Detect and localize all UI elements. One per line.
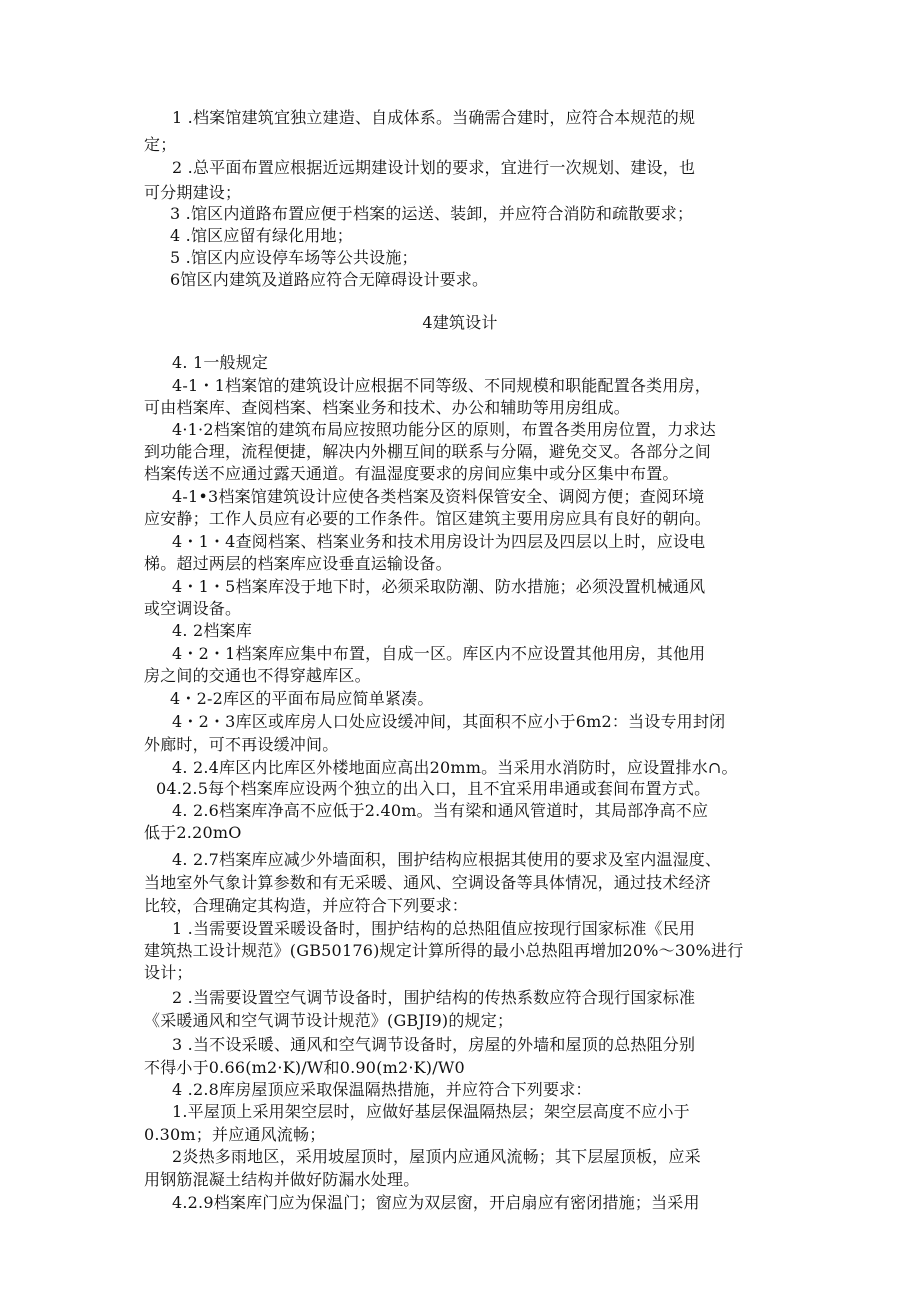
section-heading: 4建筑设计 bbox=[422, 313, 498, 332]
text-line: 3 .当不设采暖、通风和空气调节设备时，房屋的外墙和屋顶的总热阻分别 bbox=[172, 1035, 696, 1054]
text-line: 2炎热多雨地区，采用坡屋顶时，屋顶内应通风流畅；其下层屋顶板，应采 bbox=[172, 1147, 701, 1166]
text-line: 4-1•3档案馆建筑设计应使各类档案及资料保管安全、调阅方便；查阅环境 bbox=[172, 487, 705, 506]
text-line: 5 .馆区内应设停车场等公共设施； bbox=[170, 248, 418, 267]
text-line: 不得小于0.66(m2·K)/W和0.90(m2·K)/W0 bbox=[144, 1058, 465, 1077]
text-line: 到功能合理，流程便捷，解决内外棚互间的联系与分隔，避免交叉。各部分之间 bbox=[144, 442, 712, 461]
text-line: 4・1・5档案库没于地下时，必须采取防潮、防水措施；必须没置机械通风 bbox=[172, 577, 706, 596]
text-line: 4. 2档案库 bbox=[172, 621, 252, 640]
text-line: 3 .馆区内道路布置应便于档案的运送、装卸，并应符合消防和疏散要求； bbox=[170, 204, 694, 223]
text-line: 4-1・1档案馆的建筑设计应根据不同等级、不同规模和职能配置各类用房， bbox=[172, 376, 711, 395]
text-line: 当地室外气象计算参数和有无采暖、通风、空调设备等具体情况，通过技术经济 bbox=[144, 873, 712, 892]
text-line: 外廊时，可不再设缓冲间。 bbox=[144, 735, 339, 754]
text-line: 4. 1一般规定 bbox=[172, 353, 269, 372]
text-line: 设计； bbox=[144, 963, 193, 982]
text-line: 4・2・1档案库应集中布置，自成一区。库区内不应设置其他用房，其他用 bbox=[172, 644, 706, 663]
text-line: 4 .馆区应留有绿化用地； bbox=[170, 226, 353, 245]
text-line: 或空调设备。 bbox=[144, 599, 242, 618]
text-line: 应安静；工作人员应有必要的工作条件。馆区建筑主要用房应具有良好的朝向。 bbox=[144, 509, 712, 528]
text-line: 1 .当需要设置采暖设备时，围护结构的总热阻值应按现行国家标准《民用 bbox=[172, 919, 696, 938]
text-line: 建筑热工设计规范》(GB50176)规定计算所得的最小总热阻再增加20%〜30%进行 bbox=[144, 941, 744, 960]
text-line: 0.30m；并应通风流畅； bbox=[144, 1125, 326, 1144]
text-line: 4 .2.8库房屋顶应采取保温隔热措施，并应符合下列要求： bbox=[172, 1080, 592, 1099]
text-line: 1.平屋顶上采用架空层时，应做好基层保温隔热层；架空层高度不应小于 bbox=[172, 1102, 690, 1121]
text-line: 比较，合理确定其构造，并应符合下列要求： bbox=[144, 896, 469, 915]
text-line: 2 .总平面布置应根据近远期建设计划的要求，宜进行一次规划、建设，也 bbox=[172, 158, 696, 177]
text-line: 4. 2.4库区内比库区外楼地面应高出20mm。当采用水消防时，应设置排水∩。 bbox=[172, 758, 738, 777]
text-line: 4. 2.7档案库应减少外墙面积，围护结构应根据其使用的要求及室内温湿度、 bbox=[172, 850, 722, 869]
text-line: 《采暖通风和空气调节设计规范》(GBJI9)的规定； bbox=[144, 1011, 514, 1030]
text-line: 房之间的交通也不得穿越库区。 bbox=[144, 666, 371, 685]
text-line: 档案传送不应通过露天通道。有温湿度要求的房间应集中或分区集中布置。 bbox=[144, 464, 679, 483]
text-line: 低于2.20mO bbox=[144, 823, 242, 842]
text-line: 4.2.9档案库门应为保温门；窗应为双层窗，开启扇应有密闭措施；当采用 bbox=[172, 1193, 700, 1212]
text-line: 4・1・4查阅档案、档案业务和技术用房设计为四层及四层以上时，应设电 bbox=[172, 532, 706, 551]
text-line: 4. 2.6档案库净高不应低于2.40m。当有梁和通风管道时，其局部净高不应 bbox=[172, 801, 709, 820]
text-line: 04.2.5每个档案库应设两个独立的出入口，且不宜采用串通或套间布置方式。 bbox=[156, 779, 711, 798]
text-line: 4·1·2档案馆的建筑布局应按照功能分区的原则，布置各类用房位置，力求达 bbox=[172, 420, 716, 439]
text-line: 1 .档案馆建筑宜独立建造、自成体系。当确需合建时，应符合本规范的规 bbox=[172, 108, 696, 127]
text-line: 梯。超过两层的档案库应设垂直运输设备。 bbox=[144, 554, 452, 573]
text-line: 4・2-2库区的平面布局应简单紧凑。 bbox=[170, 689, 434, 708]
text-line: 用钢筋混凝土结构并做好防漏水处理。 bbox=[144, 1170, 420, 1189]
text-line: 定； bbox=[144, 135, 177, 154]
text-line: 4・2・3库区或库房人口处应设缓冲间，其面积不应小于6m2：当设专用封闭 bbox=[172, 712, 726, 731]
text-line: 6馆区内建筑及道路应符合无障碍设计要求。 bbox=[170, 270, 489, 289]
text-line: 2 .当需要设置空气调节设备时，围护结构的传热系数应符合现行国家标准 bbox=[172, 988, 696, 1007]
text-line: 可分期建设； bbox=[144, 183, 242, 202]
text-line: 可由档案库、查阅档案、档案业务和技术、办公和辅助等用房组成。 bbox=[144, 398, 631, 417]
